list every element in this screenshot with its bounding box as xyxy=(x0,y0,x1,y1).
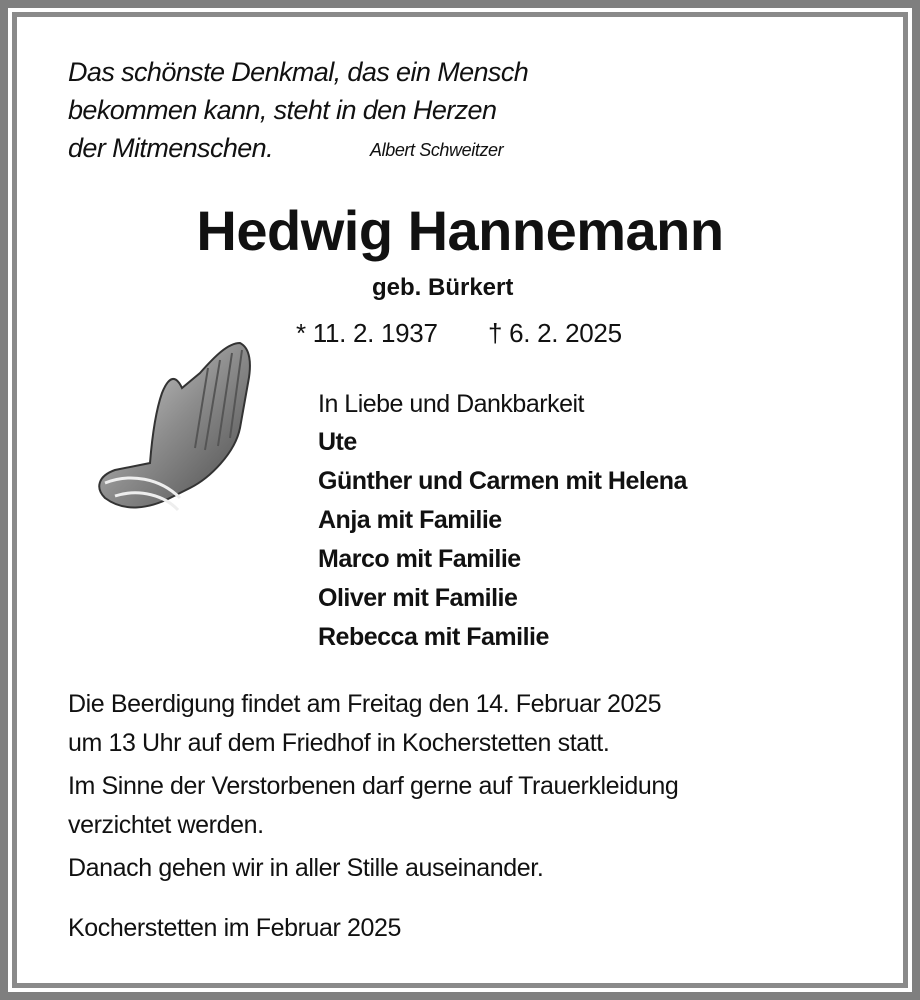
mourner-name: Oliver mit Familie xyxy=(318,584,518,612)
place-date: Kocherstetten im Februar 2025 xyxy=(68,914,402,942)
quote-line-1: Das schönste Denkmal, das ein Mensch xyxy=(68,57,529,87)
quote-author: Albert Schweitzer xyxy=(370,140,504,160)
quote-line-2: bekommen kann, steht in den Herzen xyxy=(68,95,497,125)
death-date: † 6. 2. 2025 xyxy=(488,318,622,348)
praying-hands-icon xyxy=(90,338,260,518)
mourner-name: Rebecca mit Familie xyxy=(318,623,549,651)
mourners-intro: In Liebe und Dankbarkeit xyxy=(318,390,584,418)
mourner-name: Ute xyxy=(318,428,357,456)
funeral-line: verzichtet werden. xyxy=(68,811,264,839)
funeral-line: Danach gehen wir in aller Stille auseinander. xyxy=(68,854,544,882)
mourner-name: Günther und Carmen mit Helena xyxy=(318,467,687,495)
quote-line-3: der Mitmenschen. xyxy=(68,133,273,163)
funeral-line: Im Sinne der Verstorbenen darf gerne auf Trauerkleidung xyxy=(68,772,679,800)
mourner-name: Marco mit Familie xyxy=(318,545,521,573)
birth-date: * 11. 2. 1937 xyxy=(296,318,438,348)
maiden-name: geb. Bürkert xyxy=(372,274,514,301)
deceased-name: Hedwig Hannemann xyxy=(196,199,724,262)
funeral-line: um 13 Uhr auf dem Friedhof in Kocherstetten statt. xyxy=(68,729,610,757)
funeral-line: Die Beerdigung findet am Freitag den 14. Februar 2025 xyxy=(68,690,662,718)
mourner-name: Anja mit Familie xyxy=(318,506,502,534)
